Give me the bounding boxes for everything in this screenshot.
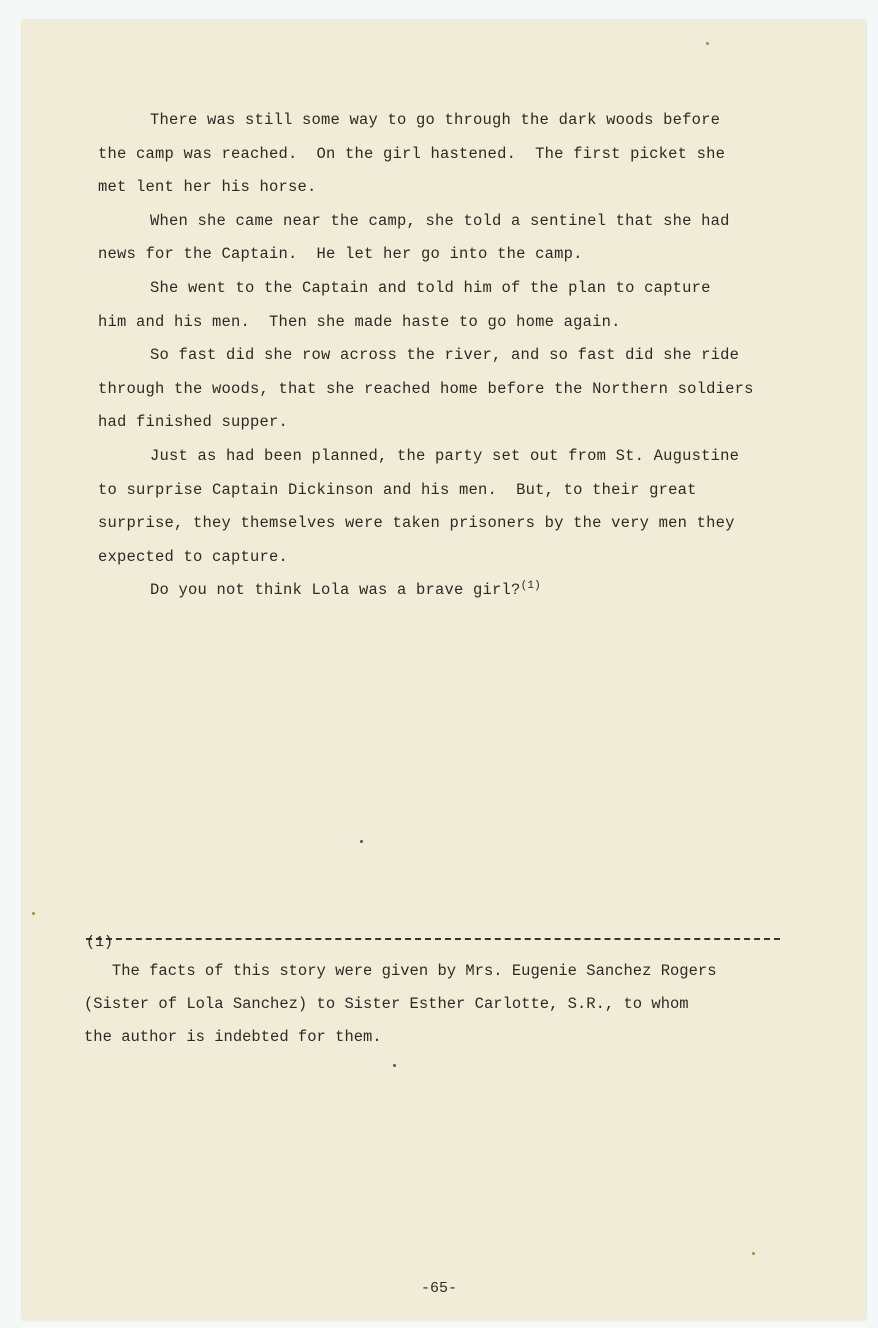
text-line: had finished supper.: [98, 413, 289, 432]
paragraph: [98, 574, 798, 608]
text-line: When she came near the camp, she told a sentinel that she had: [150, 211, 730, 230]
text-line: surprise, they themselves were taken prisoners by the very men they: [98, 514, 735, 533]
footnote-line: the author is indebted for them.: [84, 1028, 382, 1046]
text-line: expected to capture.: [98, 547, 289, 566]
footnote-line: The facts of this story were given by Mrs. Eugenie Sanchez Rogers: [84, 962, 717, 980]
text-line: There was still some way to go through the dark woods before: [150, 111, 721, 129]
footnote-divider: [86, 938, 780, 940]
closing-question: Do you not think Lola was a brave girl?: [150, 581, 521, 600]
page-number: -65-: [420, 1280, 457, 1297]
paragraph: [98, 272, 798, 339]
footnote-marker: (1): [86, 934, 114, 951]
story-text: [98, 104, 798, 608]
footnote: [84, 955, 804, 1054]
text-line: through the woods, that she reached home before the Northern soldiers: [98, 379, 754, 398]
text-line: So fast did she row across the river, and so fast did she ride: [150, 346, 740, 365]
text-line: [98, 574, 798, 608]
paper-speck: [32, 912, 35, 915]
paragraph: [98, 440, 798, 574]
text-line: met lent her his horse.: [98, 178, 317, 197]
text-line: him and his men. Then she made haste to go home again.: [98, 312, 621, 331]
footnote-reference: (1): [520, 580, 541, 593]
paragraph: [98, 339, 798, 440]
text-line: news for the Captain. He let her go into the camp.: [98, 245, 583, 264]
text-line: She went to the Captain and told him of the plan to capture: [150, 278, 711, 297]
text-line: the camp was reached. On the girl hastened. The first picket she: [98, 144, 726, 163]
paper-speck: [360, 840, 363, 843]
paragraph: [98, 104, 798, 205]
paper-speck: [752, 1252, 755, 1255]
footnote-line: (Sister of Lola Sanchez) to Sister Esther Carlotte, S.R., to whom: [84, 995, 689, 1013]
paragraph: [98, 205, 798, 272]
text-line: to surprise Captain Dickinson and his men. But, to their great: [98, 480, 697, 499]
paper-speck: [706, 42, 709, 45]
text-line: Just as had been planned, the party set out from St. Augustine: [150, 446, 740, 465]
paper-speck: [393, 1064, 396, 1067]
